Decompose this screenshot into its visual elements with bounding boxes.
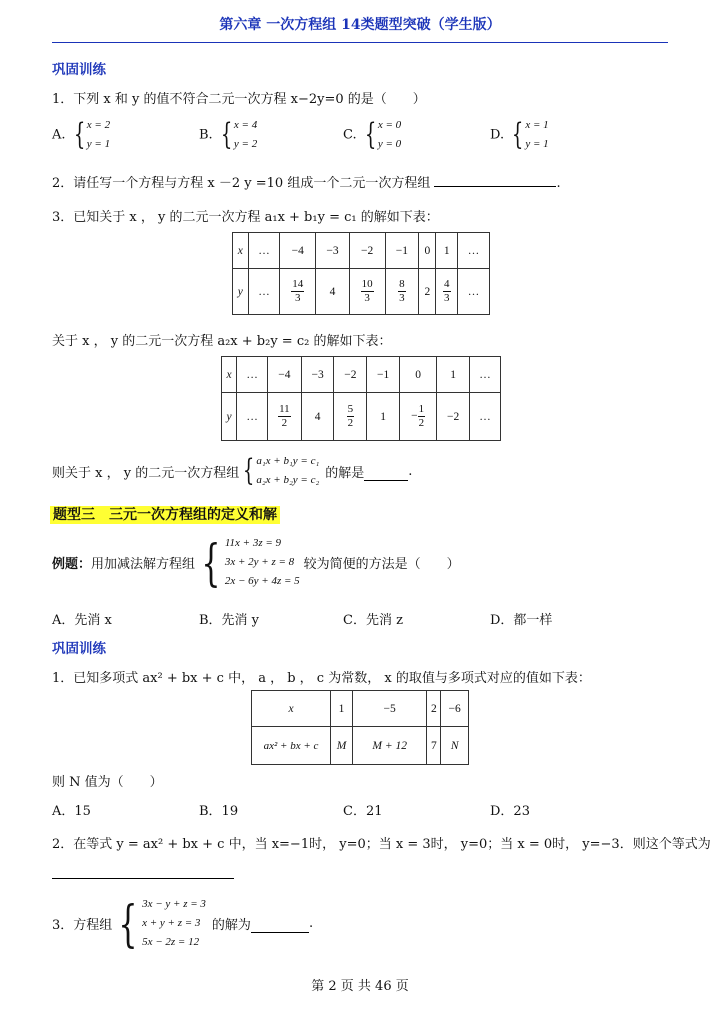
example bbox=[52, 534, 460, 591]
p3-answer-blank[interactable] bbox=[251, 920, 309, 933]
section-title-1: 巩固训练 bbox=[52, 62, 106, 78]
table-cell: −1 bbox=[385, 233, 419, 269]
table-cell: … bbox=[458, 269, 490, 315]
q3-end: . bbox=[408, 463, 413, 479]
fraction: $\frac{1}{2}$ bbox=[418, 403, 425, 429]
p2-text: 2．在等式 y = ax² + bx + c 中，当 x=−1时， y=0；当 x = 3时， y=0；当 x = 0时， y=−3．则这个等式为 bbox=[52, 837, 711, 852]
p3-post: 的解为 bbox=[211, 918, 251, 933]
table-cell: … bbox=[237, 357, 268, 393]
q2-end: . bbox=[556, 176, 561, 191]
section-title-2: 巩固训练 bbox=[52, 641, 106, 657]
table-cell: −3 bbox=[301, 357, 334, 393]
table-cell: M bbox=[331, 727, 353, 765]
table-cell: 1 bbox=[436, 233, 458, 269]
table-cell: … bbox=[470, 357, 501, 393]
table-cell: y bbox=[222, 393, 237, 441]
topic3-title-text: 题型三 三元一次方程组的定义和解 bbox=[50, 506, 280, 524]
q2-text: 2．请任写一个方程与方程 x －2 y =10 组成一个二元一次方程组 bbox=[52, 176, 431, 191]
left-brace: { bbox=[118, 894, 138, 953]
example-option-a[interactable]: A．先消 x bbox=[52, 613, 112, 628]
p3-pre: 3．方程组 bbox=[52, 918, 113, 933]
left-brace: { bbox=[364, 117, 377, 152]
example-label: 例题： bbox=[52, 557, 92, 572]
table-cell: 2 bbox=[427, 691, 441, 727]
table-cell bbox=[349, 269, 385, 315]
fraction: $\frac{8}{3}$ bbox=[399, 278, 405, 304]
table-cell: x bbox=[233, 233, 249, 269]
table-row bbox=[222, 357, 501, 393]
table-row bbox=[252, 727, 469, 765]
table-cell: 4 bbox=[316, 269, 350, 315]
q3-ask-pre: 则关于 x ， y 的二元一次方程组 bbox=[52, 465, 240, 481]
q1-option-d-label: D. bbox=[490, 127, 505, 143]
q3-text-2: 关于 x ， y 的二元一次方程 a₂x + b₂y = c₂ 的解如下表： bbox=[52, 334, 392, 349]
q3-ask bbox=[52, 452, 412, 490]
table-row bbox=[252, 691, 469, 727]
table-cell: 1 bbox=[367, 393, 400, 441]
page-header: 第六章 一次方程组 14类题型突破（学生版） bbox=[219, 17, 501, 33]
q2-line bbox=[52, 172, 561, 191]
q3-text: 3．已知关于 x ， y 的二元一次方程 a₁x + b₁y = c₁ 的解如下表： bbox=[52, 210, 439, 225]
table-cell: −4 bbox=[280, 233, 316, 269]
q1-option-b-label: B. bbox=[199, 127, 213, 143]
left-brace: { bbox=[220, 117, 233, 152]
fraction: $\frac{14}{3}$ bbox=[292, 278, 304, 304]
table-cell bbox=[436, 269, 458, 315]
table-cell: … bbox=[470, 393, 501, 441]
q1-text: 1．下列 x 和 y 的值不符合二元一次方程 x−2y=0 的是（ ） bbox=[52, 92, 426, 107]
table-cell: M + 12 bbox=[353, 727, 427, 765]
table-row bbox=[233, 269, 490, 315]
header-rule bbox=[52, 42, 668, 43]
fraction: $\frac{5}{2}$ bbox=[347, 403, 354, 429]
example-option-c[interactable]: C．先消 z bbox=[343, 613, 403, 628]
table-cell: 2 bbox=[419, 269, 436, 315]
q1-c-line1: x = 0 bbox=[377, 119, 402, 131]
table-cell: −2 bbox=[437, 393, 470, 441]
page-footer: 第 2 页 共 46 页 bbox=[311, 979, 409, 994]
table-cell: −2 bbox=[349, 233, 385, 269]
table-cell: −4 bbox=[268, 357, 302, 393]
example-option-d[interactable]: D．都一样 bbox=[490, 613, 553, 628]
q1-c-line2: y = 0 bbox=[377, 138, 402, 150]
q3-sys-line2: a₂x + b₂y = c₂ bbox=[256, 474, 320, 486]
table-cell: … bbox=[237, 393, 268, 441]
fraction: $\frac{4}{3}$ bbox=[444, 278, 450, 304]
table-cell: … bbox=[248, 269, 280, 315]
q1-b-line1: x = 4 bbox=[233, 119, 258, 131]
p1-option-c[interactable]: C．21 bbox=[343, 804, 383, 819]
table-cell: y bbox=[233, 269, 249, 315]
q1-a-line1: x = 2 bbox=[86, 119, 111, 131]
table-cell: 0 bbox=[419, 233, 436, 269]
q1-d-line1: x = 1 bbox=[525, 119, 549, 131]
fraction: $\frac{10}{3}$ bbox=[361, 278, 373, 304]
q3-answer-blank[interactable] bbox=[364, 468, 408, 481]
table-cell: ax² + bx + c bbox=[252, 727, 331, 765]
table-row bbox=[233, 233, 490, 269]
left-brace: { bbox=[73, 117, 85, 152]
q3-ask-post: 的解是 bbox=[325, 465, 365, 481]
q1-option-b[interactable] bbox=[199, 116, 257, 154]
table-cell: 1 bbox=[437, 357, 470, 393]
p3-end: . bbox=[308, 916, 314, 931]
q1-option-c[interactable] bbox=[343, 116, 401, 154]
p1-option-b[interactable]: B．19 bbox=[199, 804, 239, 819]
left-brace: { bbox=[201, 533, 221, 592]
q1-b-line2: y = 2 bbox=[233, 138, 258, 150]
table-cell bbox=[268, 393, 302, 441]
left-brace: { bbox=[243, 453, 255, 488]
q1-option-a[interactable] bbox=[52, 116, 110, 154]
table-cell: −1 bbox=[367, 357, 400, 393]
table-cell: … bbox=[458, 233, 490, 269]
table-cell bbox=[280, 269, 316, 315]
example-line2: 3x + 2y + z = 8 bbox=[224, 556, 295, 568]
p1-text: 1．已知多项式 ax² + bx + c 中， a ， b ， c 为常数， x 的取值与多项式对应的值如下表： bbox=[52, 671, 591, 686]
topic3-title bbox=[50, 504, 280, 524]
table-cell: N bbox=[441, 727, 469, 765]
q2-answer-blank[interactable] bbox=[434, 174, 556, 187]
table-cell: −5 bbox=[353, 691, 427, 727]
p3 bbox=[52, 895, 313, 952]
left-brace: { bbox=[512, 117, 524, 152]
table-cell: x bbox=[222, 357, 237, 393]
table-cell: −2 bbox=[334, 357, 367, 393]
q1-a-line2: y = 1 bbox=[86, 138, 111, 150]
example-post: 较为简便的方法是（ ） bbox=[303, 557, 460, 572]
table-cell bbox=[385, 269, 419, 315]
p3-line2: x + y + z = 3 bbox=[142, 917, 201, 929]
p1-option-d[interactable]: D．23 bbox=[490, 804, 530, 819]
q1-option-c-label: C. bbox=[343, 127, 357, 143]
example-line3: 2x − 6y + 4z = 5 bbox=[224, 575, 300, 587]
fraction: $\frac{11}{2}$ bbox=[279, 403, 290, 429]
table-cell: 0 bbox=[400, 357, 437, 393]
table-cell: −6 bbox=[441, 691, 469, 727]
p2-answer-blank[interactable] bbox=[52, 878, 234, 879]
example-line1: 11x + 3z = 9 bbox=[224, 537, 282, 549]
table-cell: 7 bbox=[427, 727, 441, 765]
q3-table-1 bbox=[232, 232, 490, 315]
table-cell: − $\frac{1}{2}$ bbox=[400, 393, 437, 441]
p1-option-a[interactable]: A．15 bbox=[52, 804, 91, 819]
table-cell: x bbox=[252, 691, 331, 727]
q1-d-line2: y = 1 bbox=[525, 138, 549, 150]
table-cell: 1 bbox=[331, 691, 353, 727]
q3-sys-line1: a₁x + b₁y = c₁ bbox=[256, 455, 320, 467]
example-option-b[interactable]: B．先消 y bbox=[199, 613, 260, 628]
table-cell bbox=[334, 393, 367, 441]
table-cell: … bbox=[248, 233, 280, 269]
table-cell: 4 bbox=[301, 393, 334, 441]
q1-option-d[interactable] bbox=[490, 116, 549, 154]
example-pre: 用加减法解方程组 bbox=[91, 557, 196, 572]
p3-line1: 3x − y + z = 3 bbox=[142, 898, 206, 910]
table-row bbox=[222, 393, 501, 441]
table-cell: −3 bbox=[316, 233, 350, 269]
q3-table-2 bbox=[221, 356, 501, 441]
p3-line3: 5x − 2z = 12 bbox=[142, 936, 200, 948]
p1-table bbox=[251, 690, 469, 765]
p1-ask: 则 N 值为（ ） bbox=[52, 775, 163, 790]
q1-option-a-label: A. bbox=[52, 127, 66, 143]
